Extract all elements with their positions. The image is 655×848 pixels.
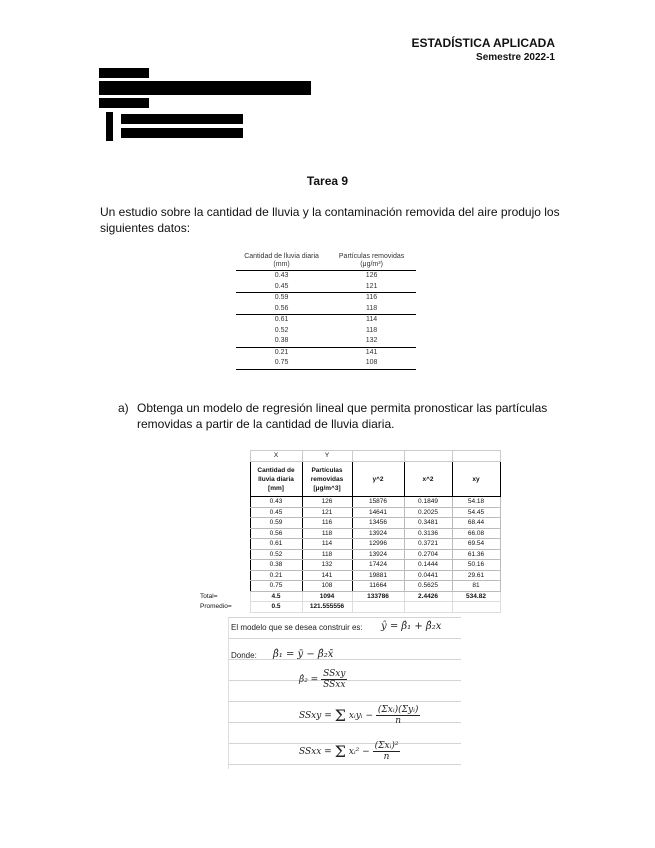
variable-label: Y bbox=[302, 451, 352, 462]
table-cell: 0.1849 bbox=[404, 497, 452, 508]
table-cell: 108 bbox=[302, 581, 352, 592]
table-cell: 0.1444 bbox=[404, 560, 452, 571]
table-cell: 108 bbox=[327, 358, 416, 369]
table-cell: 0.3721 bbox=[404, 539, 452, 550]
empty-cell bbox=[198, 451, 250, 462]
ssxx-sum: xᵢ² − bbox=[348, 747, 370, 757]
table-row bbox=[198, 549, 500, 560]
empty-cell bbox=[352, 451, 404, 462]
ssxy-lhs: SSxy = bbox=[299, 711, 332, 721]
beta2-fraction bbox=[321, 669, 347, 690]
redaction-bar bbox=[121, 114, 243, 124]
ssxy-numerator: (Σxᵢ)(Σyᵢ) bbox=[377, 705, 419, 715]
var-row bbox=[198, 451, 500, 462]
table-cell: 0.52 bbox=[274, 326, 289, 334]
table-cell: 54.18 bbox=[452, 497, 500, 508]
table-cell: 69.54 bbox=[452, 539, 500, 550]
table-cell: 0.2704 bbox=[404, 549, 452, 560]
column-header: x^2 bbox=[404, 462, 452, 497]
donde-label: Donde: bbox=[231, 651, 257, 660]
table-cell: 0.38 bbox=[250, 560, 302, 571]
total-value: 133786 bbox=[352, 591, 404, 602]
mean-value: 121.555556 bbox=[302, 602, 352, 613]
column-header: Cantidad de lluvia diaria [mm] bbox=[250, 462, 302, 497]
table-cell: 0.52 bbox=[250, 549, 302, 560]
table-cell: 68.44 bbox=[452, 518, 500, 529]
table-row bbox=[236, 315, 416, 326]
table-cell: 0.3136 bbox=[404, 528, 452, 539]
table-cell: 0.5625 bbox=[404, 581, 452, 592]
total-value: 534.82 bbox=[452, 591, 500, 602]
total-value: 1094 bbox=[302, 591, 352, 602]
table-cell: 118 bbox=[365, 326, 378, 334]
problem-statement: Un estudio sobre la cantidad de lluvia y la contaminación removida del aire produjo los siguientes datos: bbox=[100, 205, 560, 235]
table-cell: 0.56 bbox=[274, 304, 289, 312]
table-cell: 132 bbox=[302, 560, 352, 571]
formula-panel bbox=[228, 617, 461, 769]
empty-cell bbox=[198, 570, 250, 581]
empty-cell bbox=[198, 507, 250, 518]
ssxx-formula bbox=[299, 741, 400, 762]
table-row bbox=[198, 528, 500, 539]
header-row bbox=[198, 462, 500, 497]
ssxx-fraction bbox=[373, 741, 401, 762]
beta2-numerator: SSxy bbox=[323, 669, 346, 679]
table-row bbox=[236, 358, 416, 369]
table-cell: 0.43 bbox=[250, 497, 302, 508]
model-equation: ŷ = β̂₁ + β̂₂x bbox=[381, 621, 442, 632]
table-cell: 0.45 bbox=[274, 282, 289, 290]
empty-cell bbox=[452, 602, 500, 613]
table-cell: 114 bbox=[327, 315, 416, 326]
column-header: xy bbox=[452, 462, 500, 497]
table-cell: 0.21 bbox=[236, 347, 327, 358]
table-cell: 0.59 bbox=[250, 518, 302, 529]
table-cell: 141 bbox=[302, 570, 352, 581]
table-cell: 0.56 bbox=[250, 528, 302, 539]
empty-cell bbox=[198, 518, 250, 529]
table-cell: 0.21 bbox=[250, 570, 302, 581]
empty-cell bbox=[198, 581, 250, 592]
model-intro: El modelo que se desea construir es: bbox=[231, 623, 363, 632]
table-cell: 0.43 bbox=[274, 272, 289, 279]
table-cell: 13456 bbox=[352, 518, 404, 529]
table-cell: 12996 bbox=[352, 539, 404, 550]
calculation-table bbox=[198, 450, 501, 613]
ssxy-formula bbox=[299, 705, 420, 726]
data-table-body bbox=[236, 271, 416, 370]
table-cell: 81 bbox=[452, 581, 500, 592]
table-cell: 116 bbox=[302, 518, 352, 529]
table-row bbox=[198, 581, 500, 592]
table-cell: 0.2025 bbox=[404, 507, 452, 518]
table-cell: 54.45 bbox=[452, 507, 500, 518]
table-cell: 121 bbox=[365, 282, 378, 290]
table-row bbox=[236, 304, 416, 315]
redaction-bar bbox=[99, 98, 149, 108]
mean-value: 0.5 bbox=[250, 602, 302, 613]
table-cell: 0.38 bbox=[274, 337, 289, 344]
table-cell: 0.75 bbox=[236, 358, 327, 369]
table-cell: 118 bbox=[302, 528, 352, 539]
beta2-denominator: SSxx bbox=[323, 680, 346, 690]
ssxy-fraction bbox=[376, 705, 421, 726]
empty-cell bbox=[198, 549, 250, 560]
table-cell: 15876 bbox=[352, 497, 404, 508]
table-cell: 116 bbox=[327, 293, 416, 304]
data-table bbox=[236, 252, 416, 370]
table-row bbox=[236, 271, 416, 282]
table-cell: 0.45 bbox=[250, 507, 302, 518]
empty-cell bbox=[352, 602, 404, 613]
table-row bbox=[236, 347, 416, 358]
means-row bbox=[198, 602, 500, 613]
column-header: Partículas removidas (μg/m³) bbox=[327, 252, 416, 271]
table-cell: 121 bbox=[302, 507, 352, 518]
empty-cell bbox=[404, 602, 452, 613]
table-cell: 0.61 bbox=[250, 539, 302, 550]
table-cell: 118 bbox=[302, 549, 352, 560]
empty-cell bbox=[198, 528, 250, 539]
redaction-bar bbox=[121, 128, 243, 138]
empty-cell bbox=[198, 497, 250, 508]
ssxx-numerator: (Σxᵢ)² bbox=[374, 741, 399, 751]
table-cell: 126 bbox=[365, 272, 378, 279]
ssxy-denominator: n bbox=[395, 716, 402, 726]
table-row bbox=[198, 560, 500, 571]
table-row bbox=[198, 507, 500, 518]
calculation-table-body bbox=[198, 451, 500, 613]
table-cell: 141 bbox=[327, 347, 416, 358]
table-cell: 61.36 bbox=[452, 549, 500, 560]
table-cell: 50.16 bbox=[452, 560, 500, 571]
sigma-symbol: Σ bbox=[334, 742, 346, 761]
table-cell: 0.3481 bbox=[404, 518, 452, 529]
redaction-bar bbox=[99, 81, 311, 95]
empty-cell bbox=[198, 539, 250, 550]
column-header: y^2 bbox=[352, 462, 404, 497]
table-cell: 118 bbox=[365, 304, 378, 312]
semester: Semestre 2022-1 bbox=[476, 52, 555, 63]
column-header: Cantidad de lluvia diaria (mm) bbox=[236, 252, 327, 271]
course-title: ESTADÍSTICA APLICADA bbox=[411, 36, 555, 50]
table-cell: 13924 bbox=[352, 549, 404, 560]
beta2-lhs: β̂₂ = bbox=[299, 675, 319, 685]
empty-cell bbox=[198, 462, 250, 497]
totals-label: Total= bbox=[200, 592, 218, 600]
redaction-bar bbox=[99, 68, 149, 78]
table-row bbox=[236, 282, 416, 293]
column-header: Partículas removidas [μg/m^3] bbox=[302, 462, 352, 497]
means-label: Promedio= bbox=[200, 603, 232, 610]
table-row bbox=[198, 570, 500, 581]
table-row bbox=[236, 336, 416, 347]
table-row bbox=[236, 293, 416, 304]
table-cell: 19881 bbox=[352, 570, 404, 581]
total-value: 4.5 bbox=[250, 591, 302, 602]
table-row bbox=[236, 326, 416, 337]
question-label: a) bbox=[118, 401, 129, 415]
table-cell: 0.0441 bbox=[404, 570, 452, 581]
table-cell: 0.59 bbox=[236, 293, 327, 304]
empty-cell bbox=[404, 451, 452, 462]
table-cell: 11664 bbox=[352, 581, 404, 592]
table-cell: 13924 bbox=[352, 528, 404, 539]
table-row bbox=[198, 518, 500, 529]
table-cell: 66.08 bbox=[452, 528, 500, 539]
table-row bbox=[198, 497, 500, 508]
ssxx-lhs: SSxx = bbox=[299, 747, 332, 757]
sigma-symbol: Σ bbox=[334, 706, 346, 725]
variable-label: X bbox=[250, 451, 302, 462]
ssxy-sum: xᵢyᵢ − bbox=[348, 711, 373, 721]
question-text: Obtenga un modelo de regresión lineal que permita pronosticar las partículas removidas a partir de la cantidad de lluvia diaria. bbox=[137, 401, 548, 431]
assignment-title: Tarea 9 bbox=[306, 174, 349, 188]
table-cell: 114 bbox=[302, 539, 352, 550]
table-cell: 29.61 bbox=[452, 570, 500, 581]
ssxx-denominator: n bbox=[383, 752, 390, 762]
beta1-formula: β̂₁ = ȳ − β̂₂x̄ bbox=[273, 649, 334, 660]
redaction-bar bbox=[106, 112, 113, 141]
table-cell: 0.61 bbox=[236, 315, 327, 326]
total-value: 2.4426 bbox=[404, 591, 452, 602]
beta2-formula bbox=[299, 669, 347, 690]
table-cell: 126 bbox=[302, 497, 352, 508]
empty-cell bbox=[198, 560, 250, 571]
table-row bbox=[198, 539, 500, 550]
table-cell: 0.75 bbox=[250, 581, 302, 592]
empty-cell bbox=[452, 451, 500, 462]
table-cell: 132 bbox=[365, 337, 378, 344]
table-cell: 17424 bbox=[352, 560, 404, 571]
table-cell: 14641 bbox=[352, 507, 404, 518]
totals-row bbox=[198, 591, 500, 602]
